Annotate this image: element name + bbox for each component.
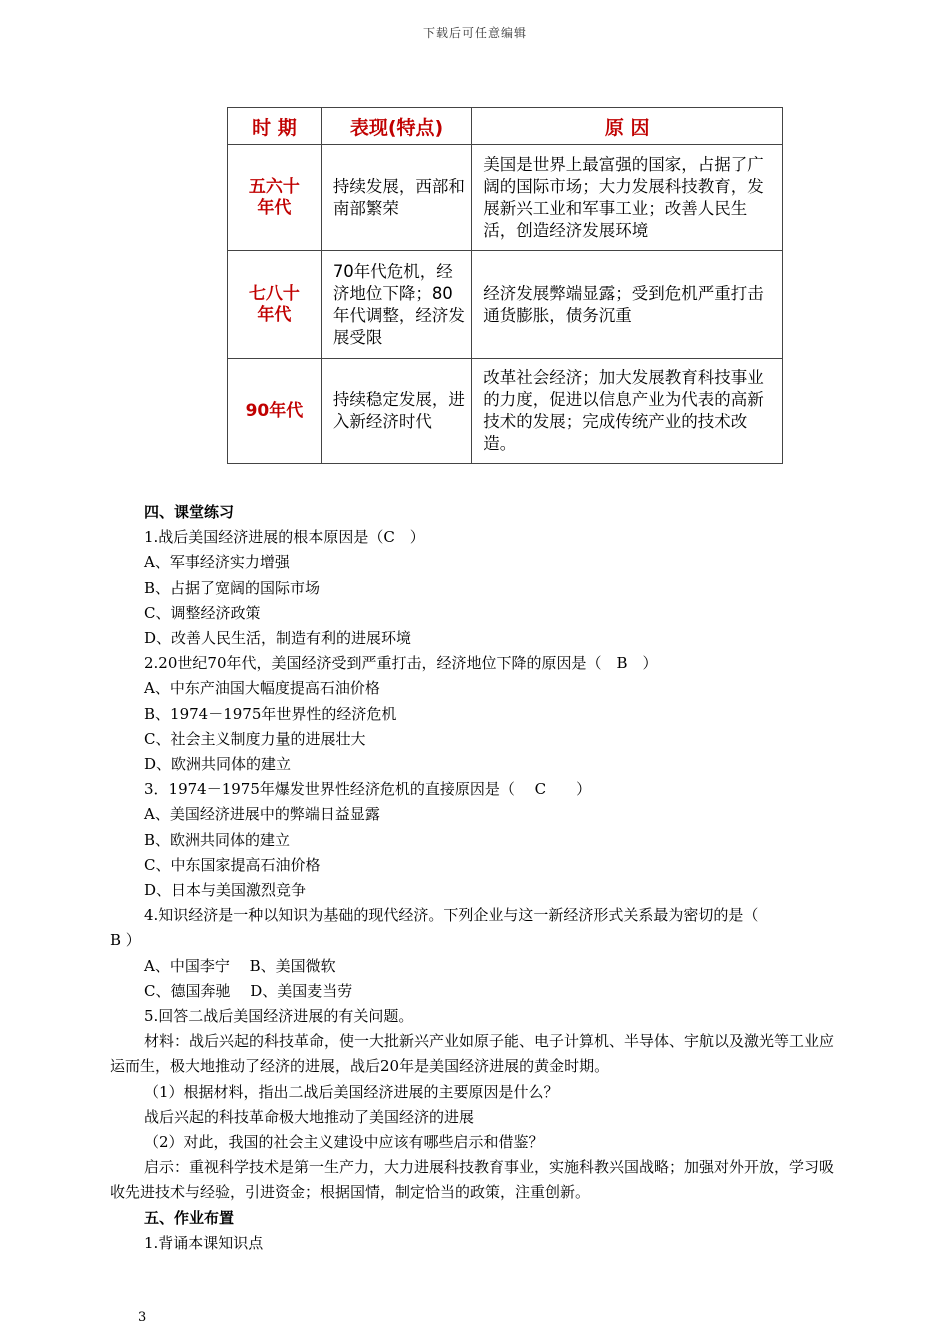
section-title: 五、作业布置	[144, 1208, 235, 1227]
question-stem: 5.回答二战后美国经济进展的有关问题。	[144, 1007, 414, 1026]
table-row	[228, 251, 783, 359]
table-row	[228, 145, 783, 251]
answer-paragraph: 启示：重视科学技术是第一生产力，大力进展科技教育事业，实施科教兴国战略；加强对外开放，学习吸收先进技术与经验，引进资金；根据国情，制定恰当的政策，注重创新。	[110, 1158, 835, 1202]
question-stem: 4.知识经济是一种以知识为基础的现代经济。下列企业与这一新经济形式关系最为密切的是（	[144, 906, 759, 925]
features-cell: 持续发展，西部和南部繁荣	[321, 145, 471, 251]
question-option: A、军事经济实力增强	[144, 553, 290, 572]
reasons-cell: 美国是世界上最富强的国家，占据了广阔的国际市场；大力发展科技教育，发展新兴工业和军事工业；改善人民生活，创造经济发展环境	[472, 145, 783, 251]
header-features: 表现(特点)	[321, 108, 471, 145]
section-title: 四、课堂练习	[144, 503, 235, 521]
exercise-content	[110, 500, 840, 1256]
reasons-cell: 改革社会经济；加大发展教育科技事业的力度，促进以信息产业为代表的高新技术的发展；完成传统产业的技术改造。	[472, 359, 783, 464]
question-option: C、调整经济政策	[144, 603, 261, 622]
question-stem: 1.战后美国经济进展的根本原因是（C ）	[144, 528, 425, 547]
table-header-row	[228, 108, 783, 145]
homework-item: 1.背诵本课知识点	[144, 1233, 264, 1252]
question-option: A、美国经济进展中的弊端日益显露	[144, 805, 380, 824]
material-paragraph: 材料：战后兴起的科技革命，使一大批新兴产业如原子能、电子计算机、半导体、宇航以及激光等工业应运而生，极大地推动了经济的进展，战后20年是美国经济进展的黄金时期。	[110, 1032, 835, 1076]
features-cell: 70年代危机，经济地位下降；80年代调整，经济发展受限	[321, 251, 471, 359]
sub-question: （2）对此，我国的社会主义建设中应该有哪些启示和借鉴？	[144, 1133, 544, 1152]
question-stem: 3．1974－1975年爆发世界性经济危机的直接原因是（ C ）	[144, 780, 592, 799]
header-period: 时 期	[228, 108, 322, 145]
question-stem-continued: B ）	[110, 931, 141, 950]
reasons-cell: 经济发展弊端显露；受到危机严重打击 通货膨胀，债务沉重	[472, 251, 783, 359]
question-option: B、1974－1975年世界性的经济危机	[144, 704, 397, 723]
period-cell	[228, 251, 322, 359]
question-option: A、中东产油国大幅度提高石油价格	[144, 679, 380, 698]
question-option: B、欧洲共同体的建立	[144, 830, 291, 849]
page-header: 下载后可任意编辑	[422, 26, 527, 40]
period-text: 五六十年代	[248, 176, 300, 218]
question-option: C、德国奔驰 D、美国麦当劳	[144, 981, 353, 1000]
answer-text: 战后兴起的科技革命极大地推动了美国经济的进展	[144, 1107, 475, 1126]
period-table	[227, 107, 783, 464]
header-reasons: 原 因	[472, 108, 783, 145]
question-option: D、欧洲共同体的建立	[144, 755, 292, 774]
period-text: 七八十年代	[248, 283, 300, 325]
period-cell	[228, 145, 322, 251]
sub-question: （1）根据材料，指出二战后美国经济进展的主要原因是什么？	[144, 1082, 559, 1101]
question-option: A、中国李宁 B、美国微软	[144, 956, 336, 975]
question-option: C、社会主义制度力量的进展壮大	[144, 729, 366, 748]
question-option: B、占据了宽阔的国际市场	[144, 578, 321, 597]
features-cell: 持续稳定发展，进入新经济时代	[321, 359, 471, 464]
period-cell: 90年代	[228, 359, 322, 464]
table-row	[228, 359, 783, 464]
question-option: C、中东国家提高石油价格	[144, 855, 321, 874]
question-stem: 2.20世纪70年代，美国经济受到严重打击，经济地位下降的原因是（ B ）	[144, 654, 658, 673]
question-option: D、日本与美国激烈竞争	[144, 881, 307, 900]
page-number: 3	[138, 1310, 147, 1325]
question-option: D、改善人民生活，制造有利的进展环境	[144, 629, 412, 648]
